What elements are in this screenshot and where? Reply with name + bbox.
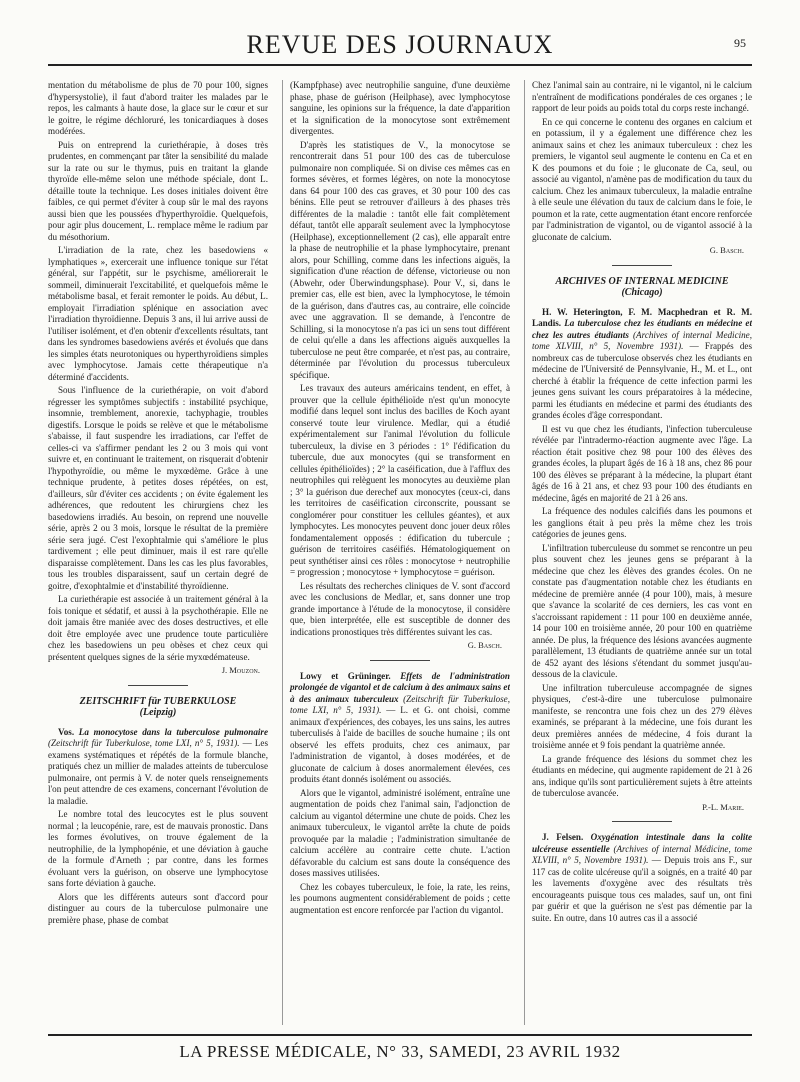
article-title: Oxygénation intestinale dans la colite ulcéreuse essentielle — [532, 832, 752, 854]
paragraph: La grande fréquence des lésions du sommet chez les étudiants en médecine, qui augmente rapidement de 21 à 26 ans, indique qu'ils sont particulièrement sujets à être atteints de tuberculose avancée. — [532, 753, 752, 798]
author-signature: J. Mouzon. — [221, 665, 260, 675]
paragraph: Une infiltration tuberculeuse accompagnée de signes physiques, c'est-à-dire une tuberculose pulmonaire manifeste, se rencontra une fois chez un des 279 élèves examinés, se préparant à la médecine, une fois durant les deux premières années de médecine, 4 fois durant la troisième année et 9 fois pendant la quatrième année. — [532, 682, 752, 750]
article-text: — L. et G. ont choisi, comme animaux d'expériences, des cobayes, les uns sains, les autres tuberculisés à l'aide de bacilles de souche humaine ; ils ont observé les effets produits, chez ces animaux, par l'administration de vigantol, à doses modérées, et de gluconate de calcium à doses anormalement élevées, ces produits étant donnés isolément ou associés. — [290, 705, 510, 784]
paragraph: Il est vu que chez les étudiants, l'infection tuberculeuse révélée par l'intradermo-réaction augmente avec l'âge. La réaction était positive chez 98 pour 100 des élèves des grandes écoles, la plupart âgés de 16 à 18 ans, chez 86 pour 100 des élèves se préparant à la médecine, la plupart étant âgés de 16 à 21 ans, et chez 93 pour 100 des étudiants en médecine, âgés en majorité de 21 à 26 ans. — [532, 423, 752, 503]
author-signature: G. Basch. — [467, 640, 502, 650]
article-authors: Lowy et Grüninger. — [300, 670, 391, 681]
journal-rubric: ARCHIVES OF INTERNAL MEDICINE — [555, 275, 729, 287]
journal-rubric-city: (Chicago) — [621, 287, 663, 298]
paragraph: Chez les cobayes tuberculeux, le foie, la rate, les reins, les poumons augmentent considérablement de poids ; cette augmentation est encore renforcée par l'action du vigantol. — [290, 881, 510, 915]
article-intro — [532, 307, 752, 422]
page-number: 95 — [734, 36, 746, 50]
paragraph: Puis on entreprend la curiethérapie, à doses très prudentes, en commençant par tâter la sensibilité du malade sur la rate ou sur le thymus, puis en traitant la glande thyroïde elle-même selon une méthode spéciale, dont L. détaille toute la technique. Les doses initiales doivent être faibles, ce qui permet d'éviter à coup sûr le mal des rayons aussi bien que les poussées d'hyperthyroïdie. Quelquefois, pour agir plus doucement, L. remplace même le radium par du mésothorium. — [48, 139, 268, 242]
article-citation: (Archives of internal Medicine, tome XLVIII, n° 5, Novembre 1931). — [532, 329, 752, 351]
column-middle — [282, 80, 510, 1025]
journal-rubric: ZEITSCHRIFT für TUBERKULOSE — [79, 695, 237, 707]
paragraph: L'irradiation de la rate, chez les basedowiens « lymphatiques », exercerait une influence tonique sur l'état général, sur l'appétit, sur le psychisme, améliorerait le sommeil, diminuerait l'excitabilité, et quelquefois même le métabolisme basal, et ferait remonter le poids. Au début, L. employait l'irradiation splénique en association avec l'irradiation thyroïdienne. Depuis 3 ans, il lui arrive aussi de l'utiliser isolément, et d'en obtenir d'excellents résultats, tant dans les syndromes basedowiens avérés et évolués que dans les simples états neurotoniques ou hyperthyroïdiens simples avec lymphocytose. Jamais cette thérapeutique n'a déterminé d'accidents. — [48, 245, 268, 382]
article-title: La tuberculose chez les étudiants en médecine et chez les autres étudiants — [532, 318, 752, 340]
paragraph: Sous l'influence de la curiethérapie, on voit d'abord régresser les symptômes subjectifs : instabilité psychique, insomnie, tremblement, anorexie, tachyphagie, troubles digestifs. Lorsque le poids se relève et que le métabolisme s'abaisse, il faut suspendre les irradiations, car l'effet de celles-ci va s'affirmer pendant les 2 ou 3 mois qui vont suivre et, en continuant le traitement, on risquerait d'obtenir l'hypothyroïdie, ou même le myxœdème. Grâce à une technique prudente, à petites doses répétées, on est, d'ailleurs, sûr d'éviter ces accidents ; on évite également les adhérences, que redoutent les chirurgiens chez les basedowiens irradiés. Au besoin, on reprend une nouvelle série, après 2 ou 3 mois, lorsque le résultat de la première série sera jugé. C'est l'exophtalmie qui s'améliore le plus tardivement ; elle peut diminuer, mais il est rare qu'elle disparaisse complètement. Dans les cas les plus favorables, tous les troubles disparaissent, sauf un certain degré de goitre, d'exophtalmie et d'instabilité thyroïdienne. — [48, 385, 268, 591]
paragraph: Les résultats des recherches cliniques de V. sont d'accord avec les conclusions de Medlar, et, sans donner une trop grande importance à l'étude de la monocytose, il considère que, bien interprétée, elle est susceptible de donner des indications pronostiques très différentes suivant les cas. — [290, 580, 510, 637]
separator-rule — [612, 821, 672, 822]
paragraph: La curiethérapie est associée à un traitement général à la fois tonique et sédatif, et aussi à la psychothérapie. Elle ne doit jamais être maniée avec des doses destructives, et elle doit être employée avec une prudence toute particulière chez les basedowiens un peu obèses et chez ceux qui présentent quelques signes de la série myxœdémateuse. — [48, 594, 268, 662]
article-text: — Depuis trois ans F., sur 117 cas de colite ulcéreuse qu'il a soignés, en a traité 40 par les lavements d'oxygène avec des résultats très encourageants puisque tous ces malades, sauf un, ont fini par guérir et que la guérison ne s'est pas démentie par la suite. En outre, dans 10 autres cas il a associé — [532, 855, 752, 923]
separator-rule — [128, 685, 188, 686]
paragraph: Les travaux des auteurs américains tendent, en effet, à prouver que la cellule épithélioïde n'est qu'un monocyte modifié dans lequel sont inclus des bacilles de Koch ayant conservé toute leur virulence. Medlar, qui a étudié expérimentalement sur l'animal l'évolution du follicule tuberculeux, la divise en 3 périodes : 1° l'édification du tubercule, due aux monocytes (qui se transforment en cellules épithélioïdes) ; 2° la caséification, due à l'afflux des neutrophiles qui relèguent les monocytes au deuxième plan ; 3° la guérison due derechef aux monocytes (ceux-ci, dans les territoires de caséification circonscrite, poussant se conglomérer pour constituer les cellules géantes), et aux lymphocytes. Les monocytes peuvent donc jouer deux rôles fondamentalement opposés : édification du tubercule ; guérison de territoires caséifiés. Hématologiquement on peut synthétiser ainsi ces rôles : monocytose + neutrophilie = progression ; monocytose + lymphocytose = guérison. — [290, 383, 510, 577]
article-intro — [532, 832, 752, 924]
journal-rubric-city: (Leipzig) — [139, 707, 177, 718]
paragraph: En ce qui concerne le contenu des organes en calcium et en potassium, il y a également une différence chez les animaux sains et chez les animaux tuberculeux : chez les premiers, le vigantol seul augmente le contenu en Ca et en K des poumons et du foie ; le gluconate de Ca, seul, ou associé au vigantol, n'amène pas de modification du taux du calcium. Chez les animaux tuberculeux, la maladie entraîne à elle seule une élévation du taux de calcium dans le foie, le poumon et la rate, cette augmentation étant encore renforcée par l'administration de vigantol, ou de vigantol associé à la gluconate de calcium. — [532, 116, 752, 242]
paragraph: L'infiltration tuberculeuse du sommet se rencontre un peu plus souvent chez les jeunes gens se préparant à la médecine que chez les élèves des grandes écoles. On ne constate pas d'augmentation notable chez les étudiants en médecine de première année (4 pour 100), mais, à mesure que s'avance la scolarité de ces derniers, les cas vont en s'accroissant rapidement : 11 pour 100 en deuxième année, 14 pour 100 en troisième année, 20 pour 100 en quatrième année. De plus, la fréquence des lésions avancées augmente parallèlement, 13 étudiants de quatrième année sur un total de 452 ayant des lésions s'étendant du sommet jusqu'au-dessous de la clavicule. — [532, 542, 752, 679]
article-title: Effets de l'administration prolongée de vigantol et de calcium à des animaux sains et à des animaux tuberculeux — [290, 670, 510, 704]
paragraph: Alors que le vigantol, administré isolément, entraîne une augmentation de poids chez l'animal sain, l'adjonction de calcium au vigantol détermine une chute de poids. Chez les animaux tuberculeux, le vigantol arrête la chute de poids provoquée par la maladie ; l'administration simultanée de calcium accélère au contraire cette chute. L'action défavorable du calcium est sans doute la conséquence des doses massives utilisées. — [290, 787, 510, 878]
page-header — [48, 28, 752, 66]
column-right — [524, 80, 752, 1025]
column-left — [48, 80, 268, 1025]
page-footer: LA PRESSE MÉDICALE, N° 33, SAMEDI, 23 AVRIL 1932 — [48, 1034, 752, 1072]
article-title: La monocytose dans la tuberculose pulmonaire — [78, 726, 268, 737]
article-citation: (Zeitschrift für Tuberkulose, tome LXI, n° 5, 1931). — [48, 738, 240, 748]
journal-title: REVUE DES JOURNAUX — [246, 30, 554, 59]
article-intro — [48, 727, 268, 808]
author-signature: P.-L. Marie. — [702, 801, 744, 812]
article-intro — [290, 671, 510, 786]
paragraph: (Kampfphase) avec neutrophilie sanguine, d'une deuxième phase, phase de guérison (Heilphase), avec lymphocytose sanguine, les opinions sur la fréquence, la date d'apparition et la signification de la monocytose sont extrêmement divergentes. — [290, 80, 510, 136]
article-citation: (Zeitschrift für Tuberkulose, tome LXI, n° 5, 1931). — [290, 693, 510, 715]
separator-rule — [612, 265, 672, 266]
separator-rule — [370, 660, 430, 661]
article-text: — Frappés des nombreux cas de tuberculose observés chez les étudiants en médecine de l'Université de Pennsylvanie, H., M. et L., ont cherché à établir la fréquence de cette infection parmi les jeunes gens suivant les cours préparatoires à la médecine, parmi les étudiants en médecine et parmi des étudiants des grandes écoles d'âge correspondant. — [532, 341, 752, 420]
article-citation: (Archives of internal Médicine, tome XLVIII, n° 5, Novembre 1931). — [532, 843, 752, 865]
article-authors: J. Felsen. — [542, 832, 584, 842]
article-text: — Les examens systématiques et répétés de la formule blanche, pratiqués chez un millier de malades atteints de tuberculose pulmonaire, ont permis à V. de noter quels renseignements l'on peut attendre de ces examens, concernant l'évolution de la maladie. — [48, 738, 268, 806]
paragraph: Alors que les différents auteurs sont d'accord pour distinguer au cours de la tuberculose pulmonaire une première phase, phase de combat — [48, 891, 268, 925]
paragraph: Chez l'animal sain au contraire, ni le vigantol, ni le calcium n'entraînent de modifications pondérales de ces organes ; le rapport de leur poids au poids total du corps reste inchangé. — [532, 80, 752, 113]
author-signature: G. Basch. — [709, 245, 744, 255]
paragraph: mentation du métabolisme de plus de 70 pour 100, signes d'hypersystolie), il faut d'abord traiter les malades par le repos, les calmants à haute dose, la glace sur le cœur et sur le goitre, le régime déchloruré, les tonicardiaques à doses modérées. — [48, 80, 268, 136]
paragraph: Le nombre total des leucocytes est le plus souvent normal ; la leucopénie, rare, est de mauvais pronostic. Dans les formes évolutives, on trouve également de la neutrophilie, de la lymphopénie, et une déviation à gauche de la formule d'Arneth ; par contre, dans les formes évoluant vers la guérison, on observe une lymphocytose sans forte déviation à gauche. — [48, 809, 268, 888]
article-authors: Vos. — [58, 726, 75, 737]
paragraph: La fréquence des nodules calcifiés dans les poumons et les ganglions était à peu près la même chez les trois catégories de jeunes gens. — [532, 506, 752, 539]
paragraph: D'après les statistiques de V., la monocytose se rencontrerait dans 51 pour 100 des cas de tuberculose pulmonaire non compliquée. Si on divise ces mêmes cas en formes sévères, et formes légères, on note la monocytose dans 64 pour 100 des cas graves, et 30 pour 100 des cas bénins. Elle peut se retrouver d'ailleurs à des phases très différentes de la maladie : tantôt elle fait complètement défaut, tantôt elle apparaît seulement avec la lymphocytose (Heilphase), exceptionnellement (2 cas), elle apparaît entre la phase de neutrophilie et la phase lymphocytaire, prenant alors, pour Schilling, comme dans les infections aiguës, la signification d'une réaction de défense, victorieuse ou non (Abwehr, oder Überwindungsphase). Pour V., si, dans le premier cas, elle est bien, avec la lymphocytose, le témoin de la guérison, dans d'autres cas, au contraire, elle coïncide avec une aggravation. Il se demande, à l'encontre de Schilling, si la monocytose n'a pas ici un sens tout différent de celui qu'elle a dans les affections aiguës auxquelles la tuberculose ne peut être comparée, et n'est pas, au contraire, déterminée par l'évolution du processus tuberculeux spécifique. — [290, 139, 510, 380]
article-authors: H. W. Heterington, F. M. Macphedran et R. M. Landis. — [532, 306, 752, 328]
text-columns — [48, 80, 752, 1025]
